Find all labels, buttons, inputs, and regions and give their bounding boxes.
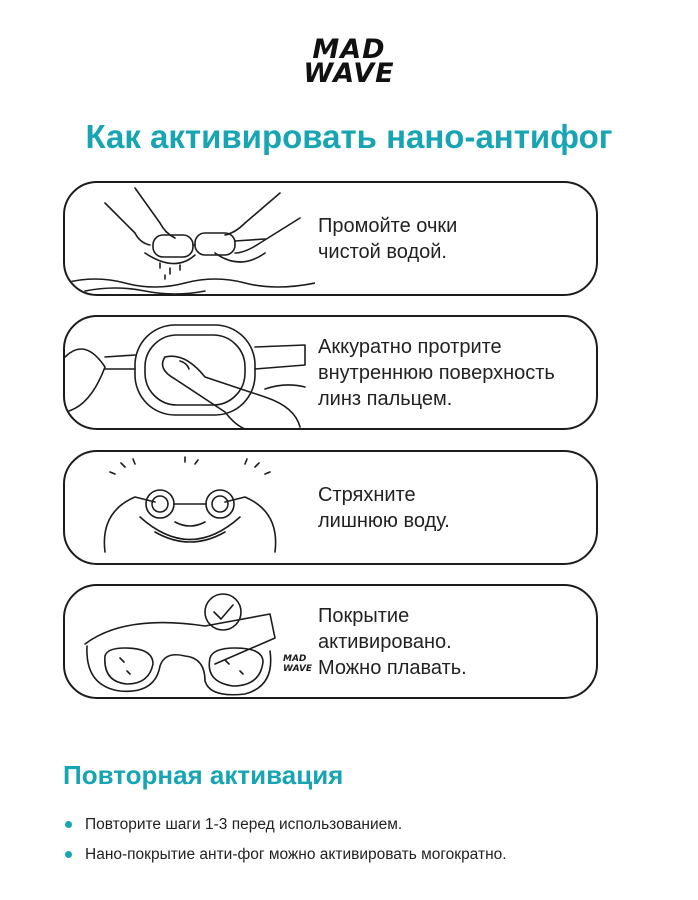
- bullet-icon: [65, 851, 72, 858]
- step-card-3: [63, 450, 598, 565]
- list-item-text: Повторите шаги 1-3 перед использованием.: [85, 816, 403, 833]
- step-text-2: Аккуратно протрите внутреннюю поверхность линз пальцем.: [318, 335, 555, 410]
- shake-goggles-illustration: [65, 452, 315, 565]
- goggles-check-illustration: [65, 586, 315, 699]
- bullet-icon: [65, 821, 72, 828]
- brand-line-2: WAVE: [303, 58, 395, 89]
- step-text-4: Покрытие активировано. Можно плавать.: [318, 604, 467, 679]
- svg-text:MAD: MAD: [283, 654, 307, 664]
- washing-hands-illustration: [65, 183, 315, 296]
- brand-logo: [0, 34, 698, 89]
- list-item: [63, 810, 507, 840]
- step-card-4: [63, 584, 598, 699]
- brand-line-1: MAD: [312, 34, 386, 65]
- reactivation-list: [63, 810, 507, 870]
- step-card-2: [63, 315, 598, 430]
- step-text-3: Стряхните лишнюю воду.: [318, 483, 450, 532]
- page-title: Как активировать нано-антифог: [85, 118, 613, 155]
- reactivation-heading: Повторная активация: [63, 760, 344, 790]
- list-item: [63, 840, 507, 870]
- finger-wipe-illustration: [65, 317, 315, 430]
- list-item-text: Нано-покрытие анти-фог можно активировать могократно.: [85, 846, 507, 863]
- svg-text:WAVE: WAVE: [283, 664, 313, 674]
- step-card-1: [63, 181, 598, 296]
- step-text-1: Промойте очки чистой водой.: [318, 214, 458, 263]
